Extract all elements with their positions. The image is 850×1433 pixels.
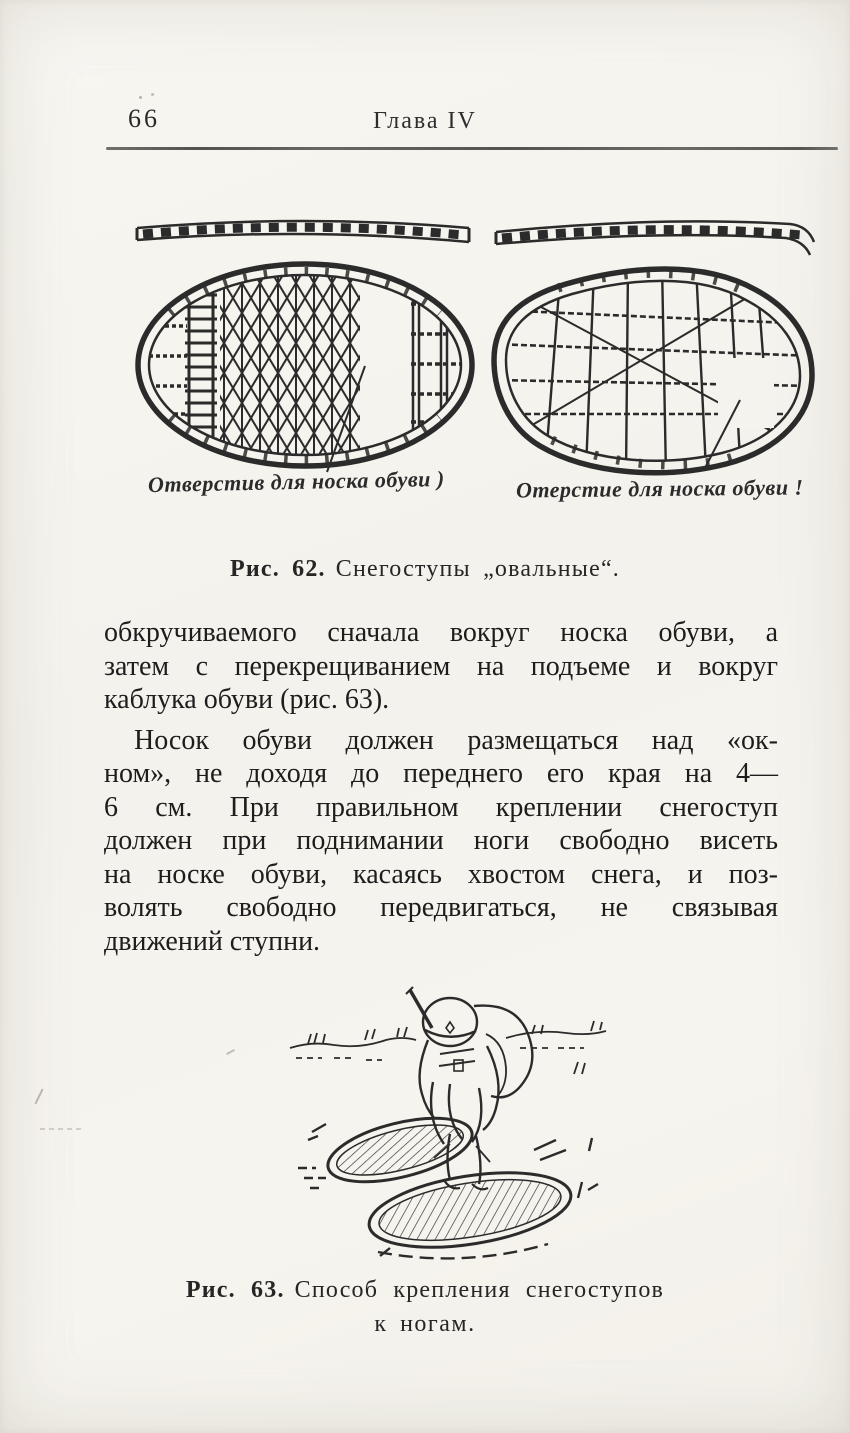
body-line: затем с перекрещиванием на подъеме и вокруг [104, 650, 778, 682]
body-line: обкручиваемого сначала вокруг носка обуви, а [104, 617, 778, 648]
scan-artifact [40, 1128, 82, 1130]
figure-62-caption-text: Снегоступы „овальные“. [335, 556, 621, 582]
snowshoe-right-side-view [496, 221, 814, 255]
snowshoe-left-webbing [135, 256, 475, 475]
body-line: Носок обуви должен размещаться над «ок- [134, 724, 778, 756]
figure-63-caption [0, 1277, 850, 1304]
body-text [104, 616, 778, 958]
figure-62-label-left: Отверстив для носка обуви ) [147, 465, 445, 498]
page-number: 66 [128, 104, 160, 133]
scan-artifact [151, 93, 154, 96]
scan-artifact [139, 96, 142, 99]
figure-62-label-right: Отерстие для носка обуви ! [515, 474, 804, 503]
paragraph-1 [104, 616, 778, 717]
snowshoe-left-side-view [137, 221, 469, 242]
body-line: волять свободно передвигаться, не связывая [104, 892, 778, 923]
header-rule [106, 147, 838, 150]
snowshoe-right-toe-window [718, 358, 774, 428]
figure-63-caption-line2: к ногам. [374, 1311, 476, 1337]
figure-62-snowshoe-oval-right-drawing [488, 208, 818, 480]
figure-63-caption-text: Способ крепления снегоступов [294, 1277, 665, 1303]
body-line: движений ступни. [104, 925, 321, 957]
paragraph-2 [104, 724, 778, 959]
snowshoe-under-left-foot [322, 1106, 479, 1194]
figure-62-caption-label: Рис. 62. [229, 556, 326, 582]
scan-artifact [34, 1088, 43, 1104]
scan-artifact [226, 1049, 235, 1055]
chapter-header: Глава IV [373, 108, 477, 134]
body-line: должен при поднимании ноги свободно висеть [104, 825, 778, 856]
soldier-body [420, 998, 533, 1189]
figure-63-soldier-drawing [282, 982, 614, 1264]
body-line: на носке обуви, касаясь хвостом снега, и поз- [104, 858, 778, 890]
body-line: 6 см. При правильном креплении снегоступ [104, 791, 778, 823]
body-line: ном», не доходя до переднего его края на 4— [104, 758, 778, 789]
figure-62-snowshoe-oval-left-drawing [125, 208, 480, 475]
horizon-grass [290, 1021, 606, 1074]
snowshoe-under-right-foot [364, 1160, 576, 1259]
figure-63-caption-label: Рис. 63. [185, 1277, 285, 1303]
figure-62-caption [0, 556, 850, 583]
body-line: каблука обуви (рис. 63). [104, 684, 390, 715]
